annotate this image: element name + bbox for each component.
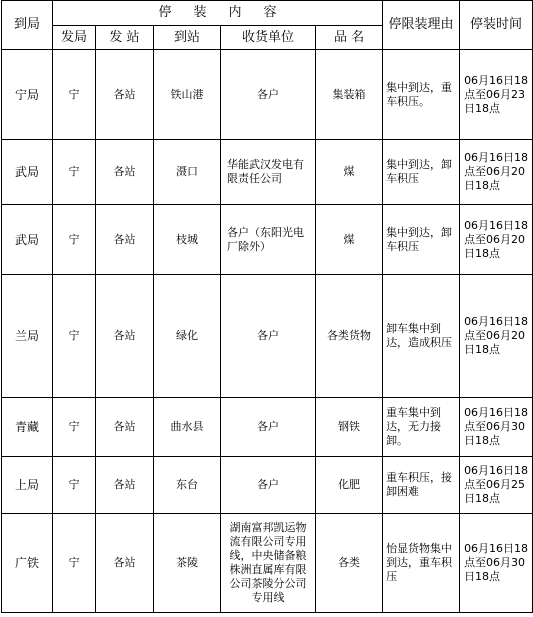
- depart-station-cell: 各站: [96, 398, 154, 457]
- goods-cell: 煤: [316, 140, 383, 205]
- arrive-station-cell: 曲水县: [154, 398, 221, 457]
- consignee-cell: 华能武汉发电有限责任公司: [221, 140, 316, 205]
- consignee-cell: 各户: [221, 50, 316, 140]
- goods-cell: 化肥: [316, 457, 383, 514]
- time-cell: 06月16日18点至06月20日18点: [460, 275, 533, 398]
- header-depart-station: 发 站: [96, 26, 154, 50]
- depart-bureau-cell: 宁: [53, 205, 96, 275]
- depart-bureau-cell: 宁: [53, 398, 96, 457]
- header-row-1: [2, 1, 533, 26]
- arrive-bureau-cell: 上局: [2, 457, 53, 514]
- goods-cell: 钢铁: [316, 398, 383, 457]
- goods-cell: 煤: [316, 205, 383, 275]
- consignee-cell: 各户: [221, 398, 316, 457]
- arrive-bureau-cell: 青藏: [2, 398, 53, 457]
- depart-station-cell: 各站: [96, 140, 154, 205]
- table-row: [2, 50, 533, 140]
- reason-cell: 卸车集中到达，造成积压: [383, 275, 460, 398]
- depart-station-cell: 各站: [96, 457, 154, 514]
- depart-station-cell: 各站: [96, 50, 154, 140]
- depart-bureau-cell: 宁: [53, 140, 96, 205]
- header-arrive-station: 到站: [154, 26, 221, 50]
- arrive-bureau-cell: 武局: [2, 140, 53, 205]
- table-row: [2, 275, 533, 398]
- stop-loading-table: [1, 0, 533, 613]
- depart-bureau-cell: 宁: [53, 514, 96, 613]
- depart-station-cell: 各站: [96, 275, 154, 398]
- header-consignee: 收货单位: [221, 26, 316, 50]
- time-cell: 06月16日18点至06月25日18点: [460, 457, 533, 514]
- table-row: [2, 514, 533, 613]
- depart-bureau-cell: 宁: [53, 50, 96, 140]
- header-time: 停装时间: [460, 1, 533, 50]
- consignee-cell: 各户: [221, 457, 316, 514]
- reason-cell: 集中到达，卸车积压: [383, 140, 460, 205]
- arrive-bureau-cell: 兰局: [2, 275, 53, 398]
- arrive-bureau-cell: 广铁: [2, 514, 53, 613]
- goods-cell: 各类: [316, 514, 383, 613]
- arrive-bureau-cell: 宁局: [2, 50, 53, 140]
- header-arrive-bureau: 到局: [2, 1, 53, 50]
- time-cell: 06月16日18点至06月20日18点: [460, 205, 533, 275]
- reason-cell: 重车积压，接卸困难: [383, 457, 460, 514]
- reason-cell: 重车集中到达，无力接卸。: [383, 398, 460, 457]
- depart-station-cell: 各站: [96, 205, 154, 275]
- depart-station-cell: 各站: [96, 514, 154, 613]
- table-row: [2, 457, 533, 514]
- arrive-station-cell: 枝城: [154, 205, 221, 275]
- depart-bureau-cell: 宁: [53, 457, 96, 514]
- header-reason: 停限装理由: [383, 1, 460, 50]
- depart-bureau-cell: 宁: [53, 275, 96, 398]
- time-cell: 06月16日18点至06月30日18点: [460, 398, 533, 457]
- arrive-station-cell: 铁山港: [154, 50, 221, 140]
- arrive-station-cell: 茶陵: [154, 514, 221, 613]
- header-goods: 品 名: [316, 26, 383, 50]
- consignee-cell: 各户（东阳光电厂除外）: [221, 205, 316, 275]
- time-cell: 06月16日18点至06月30日18点: [460, 514, 533, 613]
- reason-cell: 集中到达，重车积压。: [383, 50, 460, 140]
- goods-cell: 各类货物: [316, 275, 383, 398]
- consignee-cell: 湖南富邦凯运物流有限公司专用线，中央储备粮株洲直属库有限公司茶陵分公司专用线: [221, 514, 316, 613]
- table-row: [2, 140, 533, 205]
- consignee-cell: 各户: [221, 275, 316, 398]
- arrive-bureau-cell: 武局: [2, 205, 53, 275]
- reason-cell: 集中到达，卸车积压: [383, 205, 460, 275]
- arrive-station-cell: 东台: [154, 457, 221, 514]
- header-content-group: 停装内容: [53, 1, 383, 26]
- reason-cell: 怡显货物集中到达，重车积压: [383, 514, 460, 613]
- goods-cell: 集装箱: [316, 50, 383, 140]
- header-depart-bureau: 发局: [53, 26, 96, 50]
- arrive-station-cell: 滠口: [154, 140, 221, 205]
- arrive-station-cell: 绿化: [154, 275, 221, 398]
- table-row: [2, 398, 533, 457]
- table-row: [2, 205, 533, 275]
- time-cell: 06月16日18点至06月20日18点: [460, 140, 533, 205]
- time-cell: 06月16日18点至06月23日18点: [460, 50, 533, 140]
